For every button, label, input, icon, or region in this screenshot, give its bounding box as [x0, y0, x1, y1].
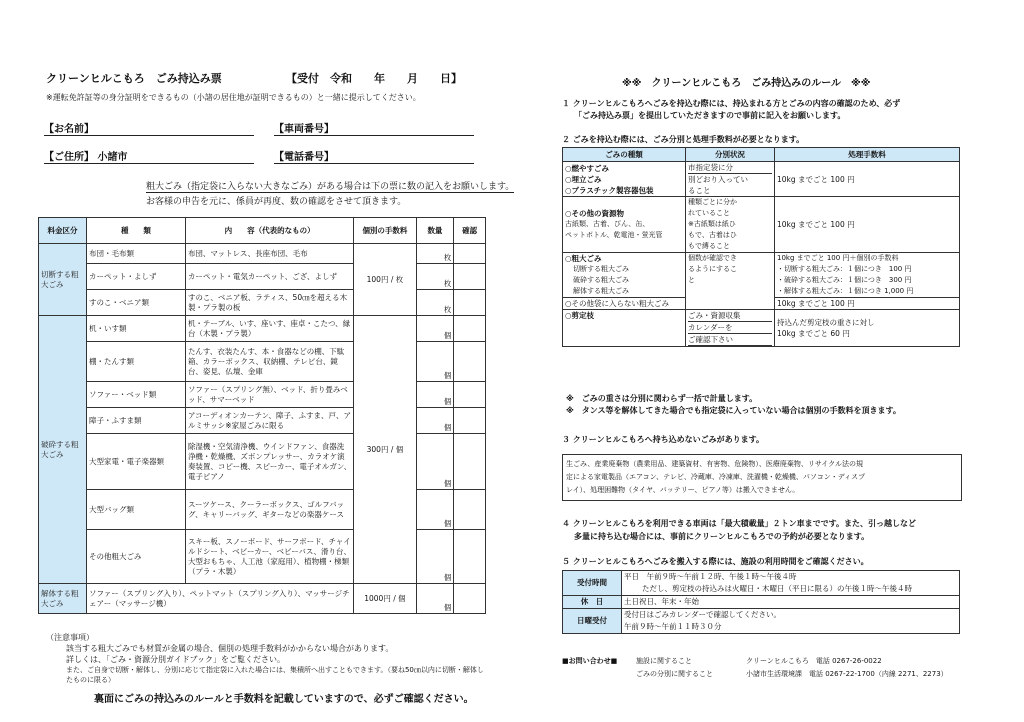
id-note: ※運転免許証等の身分証明をできるもの（小諸の居住地が証明できるもの）と一緒に提示してください。 [46, 93, 421, 102]
row-content: スーツケース、クーラーボックス、ゴルフバッグ、キャリーバッグ、ギターなどの楽器ケース [185, 490, 353, 530]
notes-title: （注意事項） [46, 633, 94, 642]
row-content: 机・テーブル、いす、座いす、座卓・こたつ、縁台（木製・プラ製） [185, 316, 353, 342]
row-content: ソファー（スプリング無）、ベッド、折り畳みベッド、サマーベッド [185, 382, 353, 408]
section-1: １ クリーンヒルこもろへごみを持込む際には、持込まれる方とごみの内容の確認のため、必ず [562, 99, 901, 108]
header-content: 内 容（代表的なもの） [185, 218, 353, 244]
contact-1-value: クリーンヒルこもろ 電話 0267-26-0022 [746, 657, 882, 665]
quantity-input[interactable] [416, 316, 454, 342]
check-cell[interactable] [454, 490, 486, 530]
row-content: カーペット・電気カーペット、ござ、よしず [185, 264, 353, 290]
intro-line-2: お客様の申告を元に、係員が再度、数の確認をさせて頂きます。 [146, 197, 407, 207]
check-cell[interactable] [454, 290, 486, 316]
row-type: ソファー・ベッド類 [86, 382, 185, 408]
sorting-status: ごみ・資源収集 カレンダーを ご確認下さい [686, 310, 775, 347]
row-content: 布団、マットレス、長座布団、毛布 [185, 244, 353, 264]
fee-crush: 300円 / 個 [354, 316, 416, 584]
note-3: また、ご自身で切断・解体し、分別に応じて指定袋に入れた場合には、集積所へ出すこともできます。（要ね50㎝以内に切断・解体したものに限る） [66, 666, 484, 684]
check-cell[interactable] [454, 264, 486, 290]
row-type: 大型バッグ類 [86, 490, 185, 530]
sorting-status: 市指定袋に分 別どおり入ってい ること [686, 162, 775, 197]
quantity-input[interactable] [416, 244, 454, 264]
table-row [39, 264, 486, 290]
header-fee: 個別の手数料 [354, 218, 416, 244]
unit-label: 個 [443, 331, 452, 340]
unit-label: 枚 [443, 279, 452, 288]
table-row [39, 316, 486, 342]
sunday-label: 日曜受付 [563, 609, 622, 634]
contact-2-label: ごみの分別に関すること [636, 670, 713, 678]
contact-1-label: 施設に関すること [636, 657, 692, 665]
unit-label: 個 [443, 519, 452, 528]
fee-value: 10kg までごと 100 円 [775, 197, 960, 253]
name-label: 【お名前】 [44, 124, 94, 135]
rules-title: ※※ クリーンヒルこもろ ごみ持込みのルール ※※ [622, 78, 871, 89]
waste-type: ○粗大ごみ 切断する粗大ごみ 破砕する粗大ごみ 解体する粗大ごみ [563, 253, 686, 298]
check-cell[interactable] [454, 434, 486, 490]
form-title: クリーンヒルこもろ ごみ持込み票 [46, 72, 222, 85]
category-crush: 破砕する粗大ごみ [39, 316, 87, 584]
table-row [39, 290, 486, 316]
quantity-input[interactable] [416, 530, 454, 584]
sorting-status: 個数が確認でき るようにするこ と [686, 253, 775, 310]
waste-type: ○その他の資源物 古紙類、古着、びん、缶、 ペットボトル、乾電池・蛍光管 [563, 197, 686, 253]
quantity-input[interactable] [416, 264, 454, 290]
note-2: 詳しくは、「ごみ・資源分別ガイドブック」をご覧ください。 [66, 655, 285, 664]
table-row [563, 253, 960, 298]
intro-line-1: 粗大ごみ（指定袋に入らない大きなごみ）がある場合は下の票に数の記入をお願いします。 [146, 179, 514, 193]
vehicle-field[interactable] [274, 120, 474, 136]
note-1: 該当する粗大ごみでも材質が金属の場合、個別の処理手数料がかからない場合があります。 [66, 644, 394, 653]
fee-value: 10kg までごと 100 円 [775, 162, 960, 197]
unit-label: 個 [443, 603, 452, 612]
check-cell[interactable] [454, 244, 486, 264]
quantity-input[interactable] [416, 290, 454, 316]
table-row [39, 342, 486, 382]
category-dismantle: 解体する粗大ごみ [39, 584, 87, 614]
quantity-input[interactable] [416, 490, 454, 530]
quantity-input[interactable] [416, 342, 454, 382]
table-row [563, 596, 960, 609]
table-row [39, 434, 486, 490]
unit-label: 個 [443, 423, 452, 432]
table-row [563, 162, 960, 197]
unit-label: 個 [443, 479, 452, 488]
row-type: 棚・たんす類 [86, 342, 185, 382]
row-type: カーペット・よしず [86, 264, 185, 290]
table-row [39, 382, 486, 408]
section-4: ４ クリーンヒルこもろを利用できる車両は「最大積載量」２トン車までです。また、引っ越しなど [562, 519, 916, 528]
hours-table [562, 570, 960, 634]
table-row [39, 530, 486, 584]
table-row [39, 490, 486, 530]
table-row [39, 244, 486, 264]
waste-type: ○燃やすごみ ○埋立ごみ ○プラスチック製容器包装 [563, 162, 686, 197]
back-page-note: 裏面にごみの持込みのルールと手数料を記載していますので、必ずご確認ください。 [94, 694, 474, 705]
vehicle-label: 【車両番号】 [274, 124, 334, 135]
row-type: 大型家電・電子楽器類 [86, 434, 185, 490]
row-content: スキー板、スノーボード、サーフボード、チャイルドシート、ベビーカー、ベビーバス、滑り台、大型おもちゃ、人工池（家庭用）、植物棚・梯類（プラ・木製） [185, 530, 353, 584]
hours-value: 平日 午前９時～午前１２時、午後１時～午後４時 ただし、剪定枝の持込みは火曜日・木曜日（平日に限る）の午後１時～午後４時 [622, 571, 960, 596]
fee-cut: 100円 / 枚 [354, 244, 416, 316]
header-fee-class: 料金区分 [39, 218, 87, 244]
check-cell[interactable] [454, 342, 486, 382]
row-type: 障子・ふすま類 [86, 408, 185, 434]
check-cell[interactable] [454, 316, 486, 342]
fee-value: 10kg までごと 100 円＋個別の手数料 ・切断する粗大ごみ：１個につき 100 円 ・破砕する粗大ごみ：１個につき 300 円 ・解体する粗大ごみ：１個につき 1,000 円 [775, 253, 960, 298]
table-row [563, 197, 960, 253]
table-row [39, 408, 486, 434]
note-weight: ※ ごみの重さは分別に関わらず一括で計量します。 [566, 394, 758, 403]
header-check: 確認 [454, 218, 486, 244]
table-row [563, 571, 960, 596]
contact-2-value: 小諸市生活環境課 電話 0267-22-1700（内線 2271、2273） [746, 670, 948, 678]
prohibited-box: 生ごみ、産業廃棄物（農業用品、建築資材、有害物、危険物）、医療廃棄物、リサイクル法の規 定による家電製品（エアコン、テレビ、冷蔵庫、冷凍庫、洗濯機・乾燥機、パソコン・ディスプ レイ）、処理困難物（タイヤ、バッテリー、ピアノ等）は搬入できません。 [562, 454, 962, 501]
check-cell[interactable] [454, 530, 486, 584]
quantity-input[interactable] [416, 408, 454, 434]
address-field[interactable] [44, 148, 254, 164]
row-content: すのこ、ベニア板、ラティス、50㎝を超える木製・プラ製の板 [185, 290, 353, 316]
fee-value: 10kg までごと 100 円 [775, 298, 960, 310]
header-quantity: 数量 [416, 218, 454, 244]
phone-label: 【電話番号】 [274, 152, 334, 163]
waste-form-table [38, 217, 486, 614]
waste-type: ○剪定枝 [563, 310, 686, 347]
sunday-value: 受付日はごみカレンダーで確認してください。 午前９時～午前１１時３０分 [622, 609, 960, 634]
header-waste-type: ごみの種類 [563, 148, 686, 162]
unit-label: 個 [443, 573, 452, 582]
hours-label: 受付時間 [563, 571, 622, 596]
fee-dismantle: 1000円 / 個 [354, 584, 416, 614]
phone-field[interactable] [274, 148, 474, 164]
fee-table [562, 147, 960, 347]
row-type: 机・いす類 [86, 316, 185, 342]
table-row [563, 310, 960, 347]
row-type: その他粗大ごみ [86, 530, 185, 584]
row-content: アコーディオンカーテン、障子、ふすま、戸、アルミサッシ※家屋ごみに限る [185, 408, 353, 434]
contact-title: ■お問い合わせ■ [562, 657, 618, 665]
section-1-line-2: 「ごみ持込み票」を提出していただきますので事前に記入をお願いします。 [574, 111, 846, 120]
header-type: 種 類 [86, 218, 185, 244]
quantity-input[interactable] [416, 434, 454, 490]
row-type: すのこ・ベニア類 [86, 290, 185, 316]
fee-value: 持込んだ剪定枝の重さに対し 10kg までごと 60 円 [775, 310, 960, 347]
name-field[interactable] [44, 120, 254, 136]
check-cell[interactable] [454, 408, 486, 434]
section-2: ２ ごみを持込む際には、ごみ分別と処理手数料が必要となります。 [562, 135, 805, 144]
section-5: ５ クリーンヒルこもろへごみを搬入する際には、施設の利用時間をご確認ください。 [562, 557, 869, 566]
holiday-label: 休 日 [563, 596, 622, 609]
quantity-input[interactable] [416, 382, 454, 408]
row-type: 布団・毛布類 [86, 244, 185, 264]
check-cell[interactable] [454, 584, 486, 614]
unit-label: 枚 [443, 305, 452, 314]
section-3: ３ クリーンヒルこもろへ持ち込めないごみがあります。 [562, 435, 764, 444]
address-label: 【ご住所】 [44, 152, 94, 163]
category-cut: 切断する粗大ごみ [39, 244, 87, 316]
row-content: ソファー（スプリング入り）、ペットマット（スプリング入り）、マッサージチェアー（マッサージ機） [86, 584, 353, 614]
unit-label: 枚 [443, 253, 452, 262]
sorting-status: 種類ごとに分か れていること ※古紙類は紙ひ もで、古着はひ もで縛ること [686, 197, 775, 253]
section-4-line-2: 多量に持ち込む場合には、事前にクリーンヒルこもろでの予約が必要となります。 [574, 532, 870, 541]
holiday-value: 土日祝日、年末・年始 [622, 596, 960, 609]
note-dismantle: ※ タンス等を解体してきた場合でも指定袋に入っていない場合は個別の手数料を頂きます。 [566, 406, 901, 415]
table-row [563, 609, 960, 634]
waste-type: ○その他袋に入らない粗大ごみ [563, 298, 686, 310]
unit-label: 個 [443, 397, 452, 406]
unit-label: 個 [443, 371, 452, 380]
receipt-date: 【受付 令和 年 月 日】 [286, 72, 462, 85]
header-fee: 処理手数料 [775, 148, 960, 162]
quantity-input[interactable] [416, 584, 454, 614]
address-value: 小諸市 [97, 152, 128, 163]
row-content: たんす、衣装たんす、本・食器などの棚、下駄箱、カラーボックス、収納棚、テレビ台、鏡台、姿見、仏壇、金庫 [185, 342, 353, 382]
check-cell[interactable] [454, 382, 486, 408]
row-content: 除湿機・空気清浄機、ウインドファン、食器洗浄機・乾燥機、ズボンプレッサー、カラオケ演奏装置、コピー機、スピーカー、電子オルガン、電子ピアノ [185, 434, 353, 490]
header-sorting: 分別状況 [686, 148, 775, 162]
table-row [39, 584, 486, 614]
